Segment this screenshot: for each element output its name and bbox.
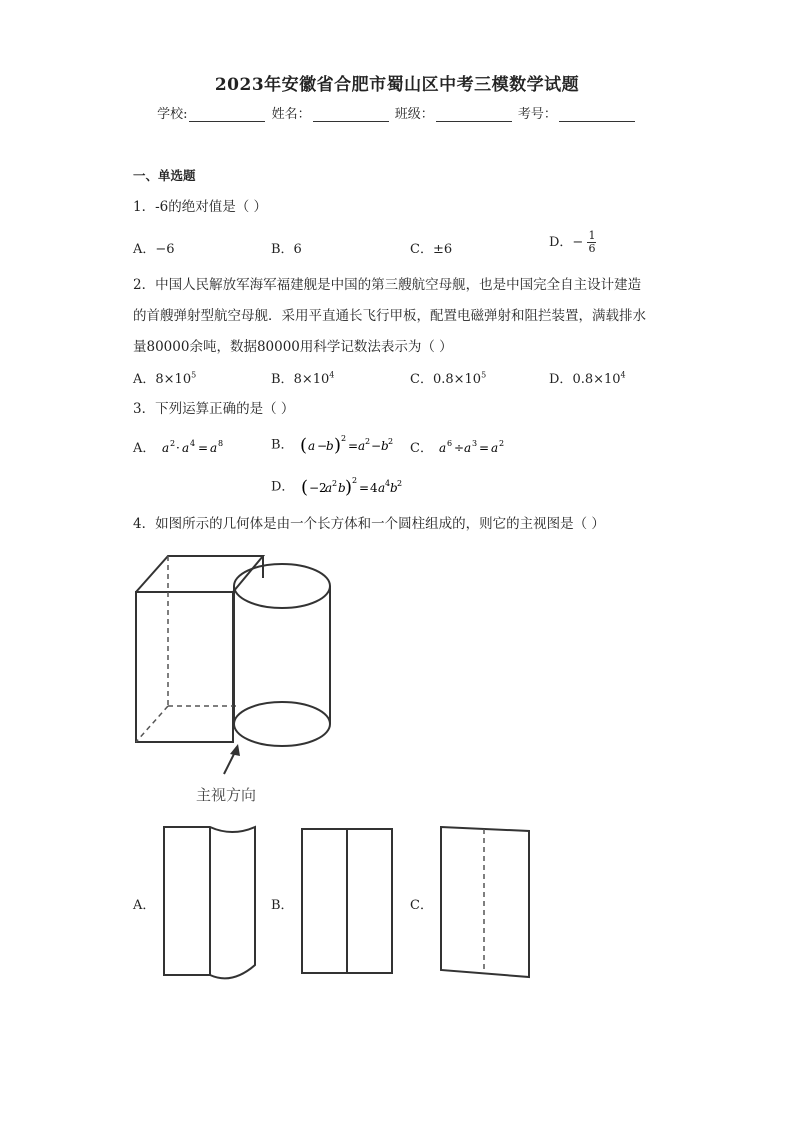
student-info-line	[0, 103, 794, 122]
section-heading: 一、单选题	[133, 168, 196, 183]
q1-option-c[interactable]: C．±6	[410, 242, 453, 257]
question-2-line2: 的首艘弹射型航空母舰．采用平直通长飞行甲板，配置电磁弹射和阻拦装置，满载排水	[133, 308, 646, 324]
school-blank[interactable]	[189, 108, 265, 122]
class-blank[interactable]	[436, 108, 512, 122]
name-label: 姓名：	[271, 107, 311, 122]
svg-text:a: a	[324, 481, 332, 495]
svg-text:8: 8	[217, 438, 223, 448]
svg-text:): )	[344, 477, 352, 498]
svg-text:b: b	[380, 439, 389, 453]
number-blank[interactable]	[559, 108, 635, 122]
svg-text:b: b	[389, 481, 398, 495]
svg-text:a: a	[209, 440, 217, 455]
svg-text:2: 2	[364, 437, 370, 446]
option-base: 8×10	[293, 372, 330, 387]
svg-text:a: a	[307, 439, 315, 453]
number-label: 考号：	[517, 107, 557, 122]
question-4-stem: 4．如图所示的几何体是由一个长方体和一个圆柱组成的，则它的主视图是（ ）	[133, 516, 605, 532]
q4-option-c-image	[439, 825, 539, 985]
svg-text:6: 6	[447, 438, 453, 448]
hidden-edge	[136, 706, 168, 742]
svg-text:a: a	[439, 440, 447, 455]
svg-text:2: 2	[396, 479, 402, 488]
svg-text:=: =	[479, 440, 490, 455]
q4-option-a-image	[162, 825, 262, 985]
option-label: C．	[410, 372, 433, 387]
solid-figure-image	[130, 548, 350, 808]
q2-option-d[interactable]	[549, 368, 626, 387]
option-label: A．	[133, 441, 156, 456]
q3-option-a[interactable]	[133, 437, 230, 460]
option-label: B．	[271, 437, 294, 453]
svg-text:2: 2	[351, 476, 357, 485]
fraction	[587, 230, 596, 255]
option-exponent: 4	[329, 370, 335, 380]
question-3-stem: 3．下列运算正确的是（ ）	[133, 401, 295, 417]
option-label: B．	[271, 372, 294, 387]
svg-text:(: (	[300, 477, 308, 498]
svg-text:2: 2	[169, 438, 175, 448]
svg-text:b: b	[337, 481, 346, 495]
svg-text:a: a	[357, 439, 365, 453]
svg-text:4: 4	[189, 438, 195, 448]
svg-text:): )	[333, 435, 341, 456]
q2-option-c[interactable]	[410, 368, 486, 387]
cylinder-top-ellipse	[234, 564, 330, 608]
formula-a-image	[160, 438, 230, 460]
q4-option-b[interactable]: B．	[271, 898, 294, 913]
option-exponent: 4	[620, 370, 626, 380]
class-label: 班级：	[394, 107, 434, 122]
question-2-line1: 2．中国人民解放军海军福建舰是中国的第三艘航空母舰，也是中国完全自主设计建造	[133, 277, 642, 293]
svg-text:2: 2	[387, 437, 393, 446]
arrow-head-icon	[230, 744, 240, 756]
svg-text:=: =	[358, 481, 369, 495]
svg-text:−: −	[316, 439, 327, 453]
svg-text:2: 2	[499, 438, 505, 448]
fraction-denominator: 6	[588, 242, 596, 255]
svg-text:−2: −2	[308, 481, 327, 495]
svg-text:a: a	[181, 440, 189, 455]
formula-d-image	[299, 474, 402, 500]
question-2-line3: 量80000余吨，数据80000用科学记数法表示为（ ）	[133, 339, 453, 355]
fraction-numerator: 1	[588, 229, 596, 242]
formula-c-image	[437, 438, 509, 460]
svg-text:a: a	[161, 440, 169, 455]
q2-option-b[interactable]	[271, 368, 334, 387]
svg-text:−: −	[370, 439, 381, 453]
school-label: 学校:	[157, 107, 188, 122]
svg-text:2: 2	[331, 479, 337, 488]
q4-option-a[interactable]: A．	[133, 898, 156, 913]
svg-text:=: =	[197, 440, 208, 455]
option-base: 0.8×10	[572, 372, 621, 387]
option-label: C．	[410, 441, 433, 456]
option-base: 8×10	[155, 372, 192, 387]
q1-option-b[interactable]: B．6	[271, 242, 302, 257]
question-1-stem: 1．-6的绝对值是（ ）	[133, 199, 268, 215]
q1-option-a[interactable]: A．−6	[133, 242, 175, 257]
svg-text:(: (	[299, 435, 307, 456]
svg-text:a: a	[377, 481, 385, 495]
q2-option-a[interactable]	[133, 368, 196, 387]
svg-text:a: a	[491, 440, 499, 455]
option-exponent: 5	[481, 370, 487, 380]
svg-text:=: =	[347, 439, 358, 453]
q4-option-b-image	[300, 827, 400, 977]
svg-text:3: 3	[472, 438, 478, 448]
name-blank[interactable]	[313, 108, 389, 122]
cuboid-front-face	[136, 592, 233, 742]
view-c-outline	[441, 827, 529, 977]
option-exponent: 5	[191, 370, 197, 380]
view-direction-label: 主视方向	[196, 786, 257, 804]
cuboid-top-face	[136, 556, 263, 592]
svg-text:4: 4	[369, 481, 378, 495]
option-label: D．	[549, 372, 573, 387]
svg-text:4: 4	[384, 479, 390, 488]
svg-text:÷: ÷	[454, 440, 465, 455]
svg-text:a: a	[464, 440, 472, 455]
q4-option-c[interactable]: C．	[410, 898, 433, 913]
svg-text:b: b	[325, 439, 334, 453]
cylinder-bottom-ellipse	[234, 702, 330, 746]
q3-option-d[interactable]	[271, 474, 402, 500]
option-label: A．	[133, 372, 156, 387]
option-base: 0.8×10	[432, 372, 482, 387]
q1-option-d[interactable]	[549, 230, 596, 255]
q3-option-b[interactable]	[271, 432, 398, 458]
formula-b-image	[298, 432, 398, 458]
svg-text:·: ·	[175, 440, 180, 455]
page-title: 2023年安徽省合肥市蜀山区中考三模数学试题	[214, 75, 580, 95]
q3-option-c[interactable]	[410, 437, 509, 460]
option-label: D．	[271, 479, 295, 495]
svg-text:2: 2	[340, 434, 346, 443]
q1-d-label: D．−	[549, 235, 584, 250]
